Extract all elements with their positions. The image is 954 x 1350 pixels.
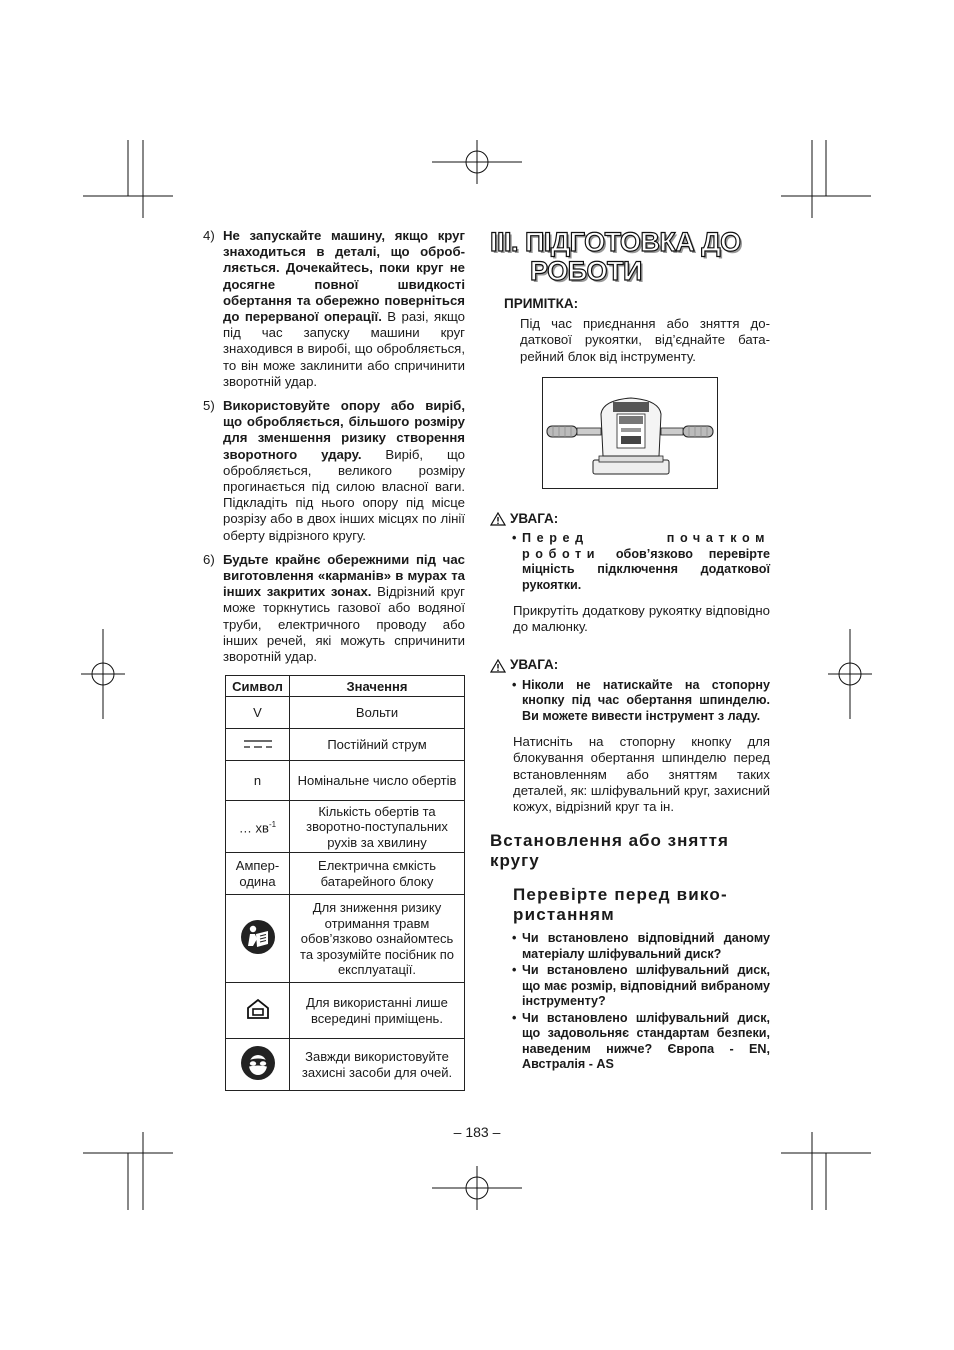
symbol-superscript: -1: [268, 820, 277, 830]
left-column: [203, 228, 465, 1091]
list-number: 6): [203, 551, 215, 567]
symbol-cell: [226, 729, 290, 761]
symbol-cell: Ампер-одина: [226, 853, 290, 895]
subsection-title: Перевірте перед використанням: [513, 885, 727, 925]
symbol-text: … хв: [238, 820, 269, 836]
page-number: – 183 –: [453, 1124, 501, 1140]
side-handle-illustration: [542, 377, 718, 489]
section-title: Встановлення або зняття кругу: [490, 831, 729, 871]
warning-1-title-text: УВАГА:: [510, 510, 559, 526]
warning-1-bullet: [512, 531, 770, 593]
bullet-dot: •: [512, 963, 517, 978]
warning-2-title-text: УВАГА:: [510, 657, 559, 673]
list-item-text: Відрізний круг може торкнутись газової або водяної труби, електричного проводу або інших речей, які можуть спричинити зворотній удар.: [223, 584, 465, 665]
list-item-bold-text: Будьте крайнє обережними під час виготовлення «карманів» в мурах та інших закритих зонах.: [223, 551, 465, 600]
chapter-heading-line1: III. ПІДГОТОВКА ДО: [490, 227, 741, 257]
table-row: [226, 1039, 465, 1091]
check-item-text: Чи встановлено шліфувальний диск, що має розмір, відповідний вибраному інструменту?: [522, 963, 770, 1009]
meaning-cell: Електрична ємкість батарейного блоку: [290, 853, 465, 895]
symbol-cell: [226, 801, 290, 853]
meaning-cell: Кількість обертів та зворотно-поступальних рухів за хвилину: [290, 801, 465, 853]
bullet-dot: •: [512, 1010, 517, 1025]
bullet-dot: •: [512, 931, 517, 946]
warning-1-title: [490, 511, 770, 527]
meaning-cell: Вольти: [290, 697, 465, 729]
warning-2-bullet: [512, 678, 770, 725]
warning-1-bullet-spaced: Перед початком роботи: [522, 531, 770, 561]
list-item-text: В разі, якщо під час запуску машини круг знаходився в виробі, що обробляється, то він може заклинити або спричинити зворотній удар.: [223, 309, 465, 389]
read-manual-icon: [240, 919, 276, 955]
grinder-with-side-handles-image: [543, 378, 717, 488]
table-row: [226, 983, 465, 1039]
meaning-cell: Для використанні лише всередині приміщень.: [290, 983, 465, 1039]
header-symbol: Символ: [226, 676, 290, 697]
bullet-dot: •: [512, 531, 517, 546]
symbol-cell: [226, 983, 290, 1039]
symbols-table: [225, 675, 465, 1091]
check-item-text: Чи встановлено відповідний даному матеріалу шліфувальний диск?: [522, 931, 770, 961]
meaning-cell: Постійний струм: [290, 729, 465, 761]
table-row: [226, 801, 465, 853]
table-row: [226, 729, 465, 761]
table-header-row: [226, 676, 465, 697]
note-text: Під час приєднання або зняття додаткової рукоятки, від’єднайте батарейний блок від інструменту.: [520, 316, 770, 364]
warning-1-bullet-text: обов’язково перевірте міцність підключення додаткової рукоятки.: [522, 546, 771, 592]
symbol-cell: [226, 895, 290, 983]
meaning-cell: Номінальне число обертів: [290, 761, 465, 801]
list-item-bold-text: Використовуйте опору або виріб, що обробляється, більшого розміру для зменшення ризику створення зворотного удару.: [223, 398, 465, 462]
chapter-heading: [490, 228, 770, 286]
header-meaning: Значення: [290, 676, 465, 697]
table-row: [226, 853, 465, 895]
warning-triangle-icon: [490, 659, 506, 673]
chapter-heading-line2: РОБОТИ: [530, 256, 642, 286]
table-row: [226, 697, 465, 729]
warning-triangle-icon: [490, 512, 506, 526]
note-title: ПРИМІТКА:: [504, 296, 579, 311]
right-column: [490, 228, 770, 1073]
eye-protection-icon: [240, 1045, 276, 1081]
warning-2-bullet-text: Ніколи не натискайте на стопорну кнопку під час обертання шпинделю. Ви можете вивести інструмент з ладу.: [522, 677, 770, 723]
list-number: 4): [203, 228, 215, 243]
symbol-cell: n: [226, 761, 290, 801]
meaning-cell: Завжди використовуйте захисні засоби для очей.: [290, 1039, 465, 1091]
list-number: 5): [203, 398, 215, 414]
list-item-4: [203, 228, 465, 390]
direct-current-icon: [243, 739, 273, 749]
warning-1-text: Прикрутіть додаткову рукоятку відповідно до малюнку.: [513, 603, 770, 635]
list-item-6: [203, 552, 465, 665]
table-row: [226, 895, 465, 983]
warning-2-title: [490, 657, 770, 673]
bullet-dot: •: [512, 677, 517, 692]
list-item-text: Виріб, що обробляється, великого розміру прогинається під силою власної ваги. Підкладіть під нього опору під місце розрізу або в двох інших місцях по лінії оберту відрізного кругу.: [223, 446, 465, 543]
meaning-cell: Для зниження ризику отримання травм обов’язково ознайомтесь та зрозумійте посібник по експлуатації.: [290, 895, 465, 983]
check-item: [512, 1011, 770, 1073]
indoor-use-icon: [246, 998, 270, 1020]
list-item-5: [203, 398, 465, 544]
symbol-cell: V: [226, 697, 290, 729]
check-item: [512, 931, 770, 962]
warning-2-text: Натисніть на стопорну кнопку для блокування обертання шпинделю перед встановленням або зняттям таких деталей, як: шліфувальний круг, захисний кожух, відрізний круг та ін.: [513, 734, 770, 814]
table-row: [226, 761, 465, 801]
check-item: [512, 963, 770, 1010]
check-item-text: Чи встановлено шліфувальний диск, що задовольняє стандартам безпеки, наведеним нижче? Європа - EN, Австралія - AS: [522, 1010, 770, 1072]
symbol-cell: [226, 1039, 290, 1091]
list-item-bold-text: Не запускайте машину, якщо круг знаходиться в деталі, що обробляється. Дочекайтесь, поки круг не досягне повної швидкості обертання та обережно поверніться до перерваної операції.: [223, 228, 465, 325]
